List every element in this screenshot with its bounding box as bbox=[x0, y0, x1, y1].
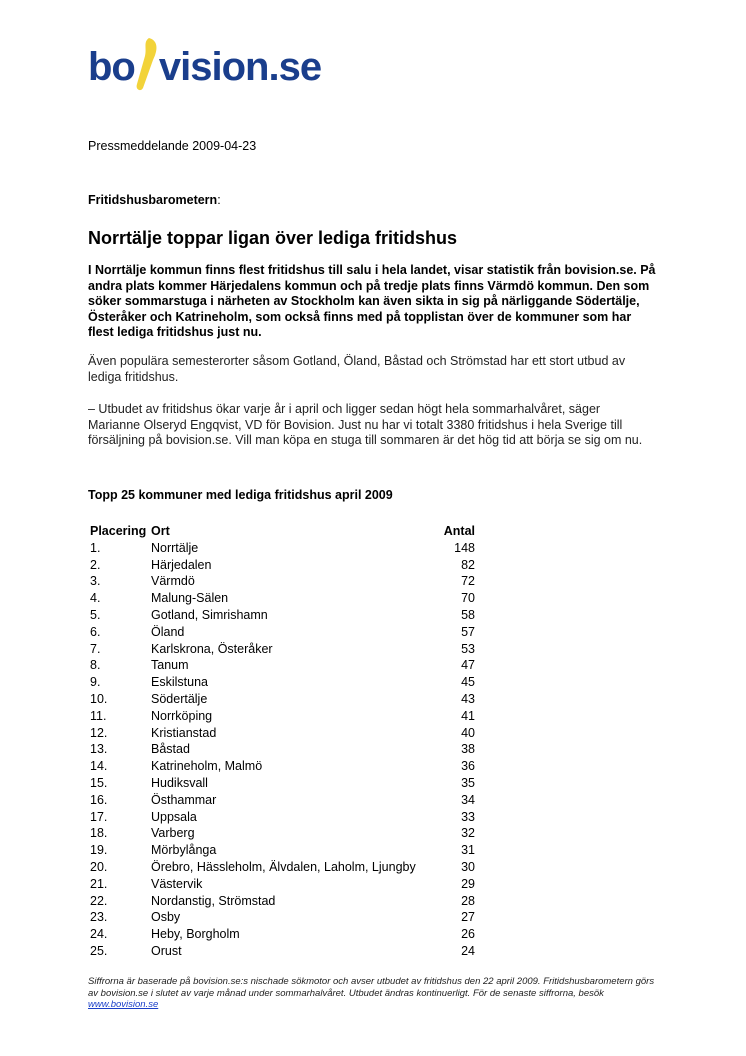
cell-placering: 11. bbox=[90, 708, 107, 723]
cell-antal: 33 bbox=[461, 809, 475, 824]
cell-placering: 3. bbox=[90, 574, 101, 589]
cell-placering: 6. bbox=[90, 624, 101, 639]
header-ort: Ort bbox=[151, 524, 170, 538]
logo-text-part1: bo bbox=[88, 45, 135, 89]
cell-placering: 2. bbox=[90, 557, 101, 572]
cell-ort: Malung-Sälen bbox=[151, 591, 229, 606]
table-row bbox=[88, 725, 478, 742]
table-row bbox=[88, 792, 478, 809]
table-row bbox=[88, 876, 478, 893]
table-row bbox=[88, 893, 478, 910]
cell-ort: Gotland, Simrishamn bbox=[151, 607, 268, 622]
cell-placering: 18. bbox=[90, 826, 108, 841]
cell-placering: 24. bbox=[90, 927, 108, 942]
cell-placering: 25. bbox=[90, 943, 108, 958]
table-row bbox=[88, 573, 478, 590]
cell-ort: Varberg bbox=[151, 826, 195, 841]
cell-placering: 14. bbox=[90, 759, 108, 774]
cell-placering: 16. bbox=[90, 792, 108, 807]
cell-antal: 34 bbox=[461, 792, 475, 807]
cell-ort: Norrtälje bbox=[151, 540, 199, 555]
table-row bbox=[88, 657, 478, 674]
cell-antal: 43 bbox=[461, 691, 475, 706]
cell-antal: 72 bbox=[461, 574, 475, 589]
cell-ort: Västervik bbox=[151, 876, 203, 891]
cell-ort: Norrköping bbox=[151, 708, 213, 723]
cell-ort: Hudiksvall bbox=[151, 775, 208, 790]
lead-paragraph: I Norrtälje kommun finns flest fritidshus till salu i hela landet, visar statistik från bovision.se. På andra plats kommer Härjedalens kommun och på tredje plats finns Värmdö kommun. Den som söker sommarstuga i närheten av Stockholm kan även sikta in sig på närliggande Södertälje, Österåker och Katrineholm, som också finns med på topplistan över de kommuner som har flest lediga fritidshus just nu. bbox=[88, 263, 656, 339]
table-row bbox=[88, 641, 478, 658]
cell-ort: Uppsala bbox=[151, 809, 197, 824]
section-label-text: Fritidshusbarometern bbox=[88, 193, 218, 207]
cell-placering: 5. bbox=[90, 607, 101, 622]
cell-ort: Båstad bbox=[151, 742, 190, 757]
cell-ort: Orust bbox=[151, 943, 182, 958]
table-row bbox=[88, 909, 478, 926]
cell-antal: 40 bbox=[461, 725, 475, 740]
cell-placering: 4. bbox=[90, 591, 101, 606]
table-row bbox=[88, 590, 478, 607]
bovision-logo bbox=[88, 44, 321, 96]
cell-ort: Östhammar bbox=[151, 792, 217, 807]
cell-placering: 7. bbox=[90, 641, 101, 656]
table-row bbox=[88, 607, 478, 624]
logo-text-part2: vision.se bbox=[158, 45, 322, 89]
table-body bbox=[88, 540, 478, 960]
cell-antal: 29 bbox=[461, 876, 475, 891]
cell-ort: Öland bbox=[151, 624, 185, 639]
cell-antal: 36 bbox=[461, 759, 475, 774]
cell-ort: Osby bbox=[151, 910, 181, 925]
cell-antal: 27 bbox=[461, 910, 475, 925]
cell-placering: 9. bbox=[90, 675, 101, 690]
table-row bbox=[88, 624, 478, 641]
cell-antal: 30 bbox=[461, 859, 475, 874]
cell-antal: 28 bbox=[461, 893, 475, 908]
cell-ort: Kristianstad bbox=[151, 725, 217, 740]
cell-antal: 58 bbox=[461, 607, 475, 622]
cell-ort: Örebro, Hässleholm, Älvdalen, Laholm, Ljungby bbox=[151, 859, 416, 874]
header-antal: Antal bbox=[443, 524, 475, 538]
cell-placering: 1. bbox=[90, 540, 101, 555]
cell-antal: 82 bbox=[461, 557, 475, 572]
section-label-colon: : bbox=[217, 193, 221, 207]
cell-antal: 45 bbox=[461, 675, 475, 690]
cell-placering: 23. bbox=[90, 910, 108, 925]
cell-ort: Södertälje bbox=[151, 691, 208, 706]
cell-placering: 21. bbox=[90, 876, 108, 891]
footnote-link[interactable]: www.bovision.se bbox=[88, 999, 159, 1010]
cell-placering: 15. bbox=[90, 775, 108, 790]
footnote bbox=[88, 976, 663, 1011]
cell-ort: Heby, Borgholm bbox=[151, 927, 240, 942]
cell-placering: 22. bbox=[90, 893, 108, 908]
cell-ort: Eskilstuna bbox=[151, 675, 208, 690]
cell-placering: 13. bbox=[90, 742, 108, 757]
body-paragraph-2: – Utbudet av fritidshus ökar varje år i april och ligger sedan högt hela sommarhalvåret, säger Marianne Olseryd Engqvist, VD för Bovision. Just nu har vi totalt 3380 fritidshus i hela Sverige till försäljning på bovision.se. Vill man köpa en stuga till sommaren är det hög tid att börja se sig om nu. bbox=[88, 402, 643, 447]
headline: Norrtälje toppar ligan över lediga fritidshus bbox=[88, 228, 458, 248]
toplist-table bbox=[88, 523, 478, 960]
logo-accent-icon bbox=[135, 44, 159, 84]
cell-placering: 12. bbox=[90, 725, 108, 740]
cell-antal: 26 bbox=[461, 927, 475, 942]
cell-placering: 19. bbox=[90, 843, 108, 858]
body-paragraph-1: Även populära semesterorter såsom Gotland, Öland, Båstad och Strömstad har ett stort utbud av lediga fritidshus. bbox=[88, 354, 626, 384]
table-row bbox=[88, 775, 478, 792]
cell-ort: Tanum bbox=[151, 658, 189, 673]
table-row bbox=[88, 741, 478, 758]
table-row bbox=[88, 926, 478, 943]
section-label bbox=[88, 193, 221, 207]
table-row bbox=[88, 674, 478, 691]
cell-ort: Värmdö bbox=[151, 574, 195, 589]
cell-ort: Katrineholm, Malmö bbox=[151, 759, 263, 774]
table-row bbox=[88, 809, 478, 826]
table-header-row bbox=[88, 523, 478, 540]
table-title: Topp 25 kommuner med lediga fritidshus april 2009 bbox=[88, 488, 393, 502]
table-row bbox=[88, 859, 478, 876]
cell-placering: 17. bbox=[90, 809, 108, 824]
cell-antal: 57 bbox=[461, 624, 475, 639]
table-row bbox=[88, 691, 478, 708]
cell-antal: 70 bbox=[461, 591, 475, 606]
cell-antal: 24 bbox=[461, 943, 475, 958]
table-row bbox=[88, 557, 478, 574]
footnote-text: Siffrorna är baserade på bovision.se:s nischade sökmotor och avser utbudet av fritidshus den 22 april 2009. Fritidshusbarometern görs av bovision.se i slutet av varje månad under sommarhalvåret. Utbudet ändras kontinuerligt. För de senaste siffrorna, besök bbox=[88, 976, 655, 999]
table-row bbox=[88, 758, 478, 775]
cell-antal: 53 bbox=[461, 641, 475, 656]
table-row bbox=[88, 708, 478, 725]
table-row bbox=[88, 825, 478, 842]
cell-placering: 20. bbox=[90, 859, 108, 874]
press-release-date: Pressmeddelande 2009-04-23 bbox=[88, 139, 257, 153]
table-row bbox=[88, 842, 478, 859]
cell-ort: Härjedalen bbox=[151, 557, 212, 572]
cell-antal: 35 bbox=[461, 775, 475, 790]
cell-antal: 47 bbox=[461, 658, 475, 673]
table-row bbox=[88, 540, 478, 557]
table-row bbox=[88, 943, 478, 960]
cell-antal: 148 bbox=[454, 540, 475, 555]
cell-antal: 41 bbox=[461, 708, 475, 723]
cell-antal: 32 bbox=[461, 826, 475, 841]
cell-placering: 10. bbox=[90, 691, 108, 706]
header-placering: Placering bbox=[90, 524, 147, 538]
cell-placering: 8. bbox=[90, 658, 101, 673]
cell-antal: 38 bbox=[461, 742, 475, 757]
cell-ort: Karlskrona, Österåker bbox=[151, 641, 273, 656]
cell-ort: Nordanstig, Strömstad bbox=[151, 893, 276, 908]
cell-ort: Mörbylånga bbox=[151, 843, 217, 858]
cell-antal: 31 bbox=[461, 843, 475, 858]
